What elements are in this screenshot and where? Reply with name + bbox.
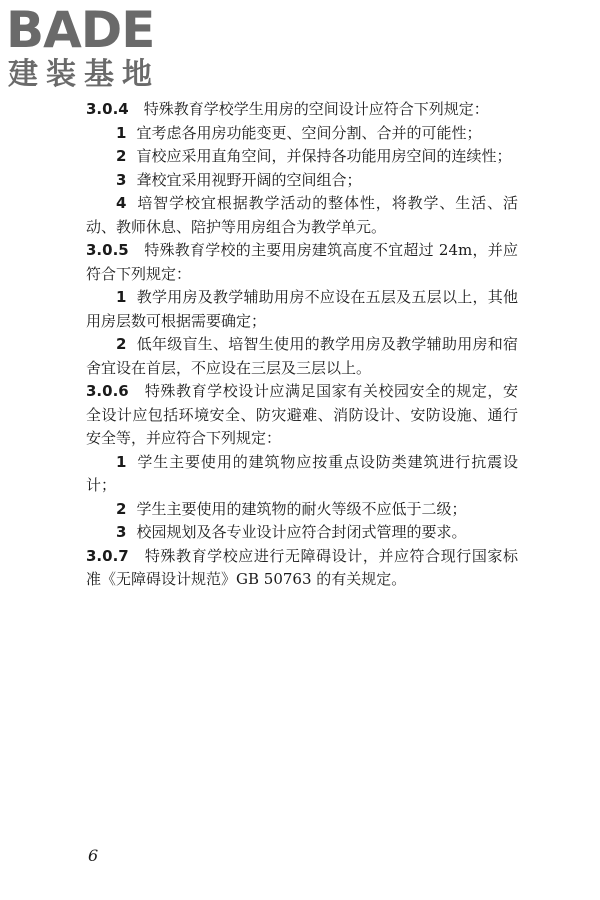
clause-number: 3.0.4 xyxy=(86,100,129,118)
clause-text: 特殊教育学校设计应满足国家有关校园安全的规定，安全设计应包括环境安全、防灾避难、消防设计、安防设施、通行安全等，并应符合下列规定： xyxy=(86,382,518,447)
list-item: 3 校园规划及各专业设计应符合封闭式管理的要求。 xyxy=(116,523,467,541)
list-item: 2 学生主要使用的建筑物的耐火等级不应低于二级； xyxy=(116,499,467,518)
logo-subtitle: 建装基地 xyxy=(8,57,160,92)
list-item: 3 聋校宜采用视野开阔的空间组合； xyxy=(116,170,362,189)
list-item: 1 学生主要使用的建筑物应按重点设防类建筑进行抗震设计； xyxy=(86,452,518,494)
list-item: 1 教学用房及教学辅助用房不应设在五层及五层以上，其他用房层数可根据需要确定； xyxy=(86,288,518,330)
bade-logo xyxy=(6,1,181,92)
clause-3-0-5 xyxy=(86,239,518,286)
clause-text: 特殊教育学校学生用房的空间设计应符合下列规定： xyxy=(143,100,489,118)
clause-text: 特殊教育学校应进行无障碍设计，并应符合现行国家标准《无障碍设计规范》GB 50763 的有关规定。 xyxy=(86,546,518,588)
clause-3-0-6 xyxy=(86,380,518,451)
logo-wordmark: BADE xyxy=(6,1,155,59)
list-item: 1 宜考虑各用房功能变更、空间分割、合并的可能性； xyxy=(116,123,482,142)
list-item: 2 盲校应采用直角空间，并保持各功能用房空间的连续性； xyxy=(116,147,512,165)
clause-3-0-4 xyxy=(86,98,518,122)
clause-3-0-7 xyxy=(86,545,518,592)
list-item: 2 低年级盲生、培智生使用的教学用房及教学辅助用房和宿舍宜设在首层，不应设在三层及三层以上。 xyxy=(86,335,518,377)
document-body xyxy=(86,98,518,592)
page-number: 6 xyxy=(88,846,99,865)
clause-text: 特殊教育学校的主要用房建筑高度不宜超过 24m，并应符合下列规定： xyxy=(86,241,518,283)
list-item: 4 培智学校宜根据教学活动的整体性，将教学、生活、活动、教师休息、陪护等用房组合为教学单元。 xyxy=(86,194,518,236)
clause-number: 3.0.7 xyxy=(86,546,129,565)
clause-number: 3.0.6 xyxy=(86,382,129,400)
clause-number: 3.0.5 xyxy=(86,241,129,259)
